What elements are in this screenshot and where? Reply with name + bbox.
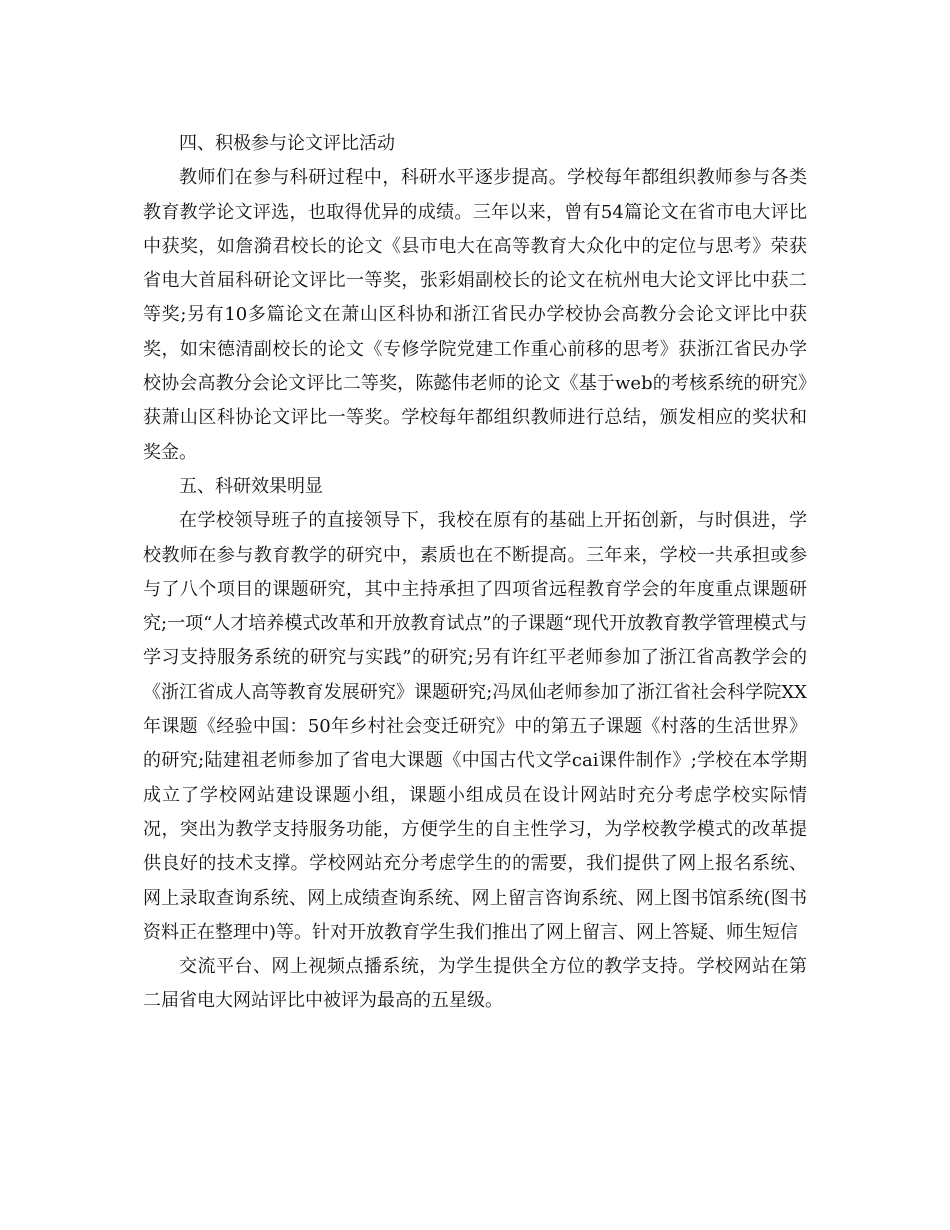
section-5-paragraph-2: 交流平台、网上视频点播系统，为学生提供全方位的教学支持。学校网站在第二届省电大网站评比中被评为最高的五星级。	[143, 956, 807, 1012]
section-5-paragraph-1: 在学校领导班子的直接领导下，我校在原有的基础上开拓创新，与时俱进，学校教师在参与教育教学的研究中，素质也在不断提高。三年来，学校一共承担或参与了八个项目的课题研究，其中主持承担了四项省远程教育学会的年度重点课题研究;一项“人才培养模式改革和开放教育试点”的子课题“现代开放教育教学管理模式与学习支持服务系统的研究与实践”的研究;另有许红平老师参加了浙江省高教学会的《浙江省成人高等教育发展研究》课题研究;冯凤仙老师参加了浙江省社会科学院XX年课题《经验中国：50年乡村社会变迁研究》中的第五子课题《村落的生活世界》的研究;陆建祖老师参加了省电大课题《中国古代文学cai课件制作》;学校在本学期成立了学校网站建设课题小组，课题小组成员在设计网站时充分考虑学校实际情况，突出为教学支持服务功能，方便学生的自主性学习，为学校教学模式的改革提供良好的技术支撑。学校网站充分考虑学生的的需要，我们提供了网上报名系统、网上录取查询系统、网上成绩查询系统、网上留言咨询系统、网上图书馆系统(图书资料正在整理中)等。针对开放教育学生我们推出了网上留言、网上答疑、师生短信	[143, 510, 807, 943]
section-4-heading: 四、积极参与论文评比活动	[179, 133, 395, 154]
section-5-heading: 五、科研效果明显	[179, 475, 323, 497]
document-body	[143, 127, 807, 1019]
section-4-paragraph: 教师们在参与科研过程中，科研水平逐步提高。学校每年都组织教师参与各类教育教学论文评选，也取得优异的成绩。三年以来，曾有54篇论文在省市电大评比中获奖，如詹漪君校长的论文《县市电大在高等教育大众化中的定位与思考》荣获省电大首届科研论文评比一等奖，张彩娟副校长的论文在杭州电大论文评比中获二等奖;另有10多篇论文在萧山区科协和浙江省民办学校协会高教分会论文评比中获奖，如宋德清副校长的论文《专修学院党建工作重心前移的思考》获浙江省民办学校协会高教分会论文评比二等奖，陈懿伟老师的论文《基于web的考核系统的研究》获萧山区科协论文评比一等奖。学校每年都组织教师进行总结，颁发相应的奖状和奖金。	[143, 167, 807, 463]
